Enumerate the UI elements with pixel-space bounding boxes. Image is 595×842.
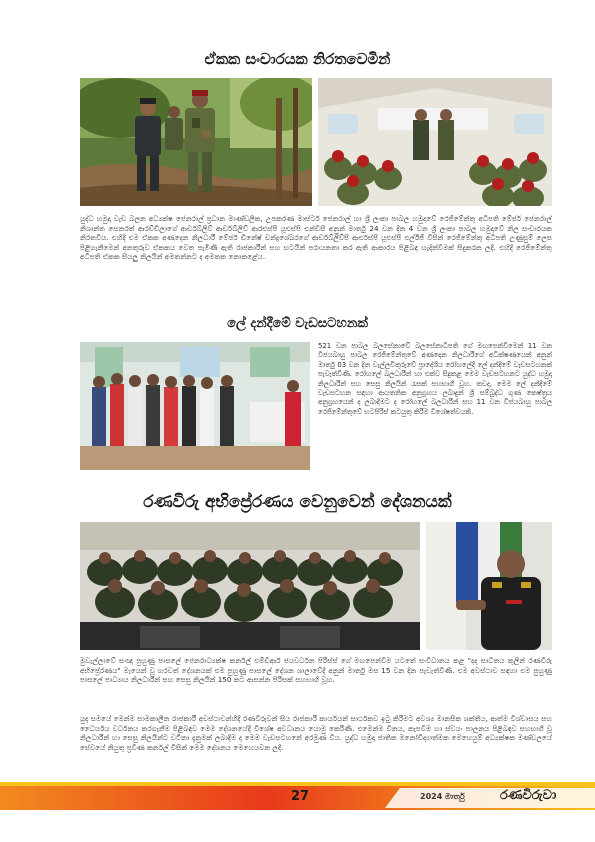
page-number: 27 [290,789,310,804]
page-footer [0,782,595,814]
section2-paragraph: 521 වන පාබල බලසේනාවේ බලසේනාධිපති ගේ මඟපෙන්වීමෙන් 11 වන විජයබාහු පාබල රෙජිමේන්තුවේ අණදෙන නිලධාරීගේ අධීක්ෂණයෙන් අනුන් මාර්තු 03 වන දින වැල්ලවිතුරුවේ ප්‍රාදේශීය රෝහලේදී ලේ දන්දීමේ වැඩසටහනක් පැවැත්විණි. රෝහලේ බලධාරීන් හා එක්ව සිදුකළ මෙම වැඩසටහනට යුද්ධ හමුදා නිලධාරීන් සහ සෙසු නිලයින් රැසක් සහභාගී වූහ. තවද, මෙම ලේ දන්දීමේ වැඩසටහන සඳහා ආයතනික අනුග්‍රහය ලබාදුන් ශ්‍රී සම්බුද්ධ ගුණ කෙෂ්ත්‍රය අනුග්‍රහයෙන් ද ලබාදීමට ද රෝහලේ බලධාරීන් සහ 11 වන විජයබාහු පාබල රෙජිමේන්තුවේ භටපිරිස් කටයුතු කිරීම විශේෂත්වයකි. [318,342,552,416]
photo-lecture-audience [80,522,420,650]
photo-forest-image [80,78,312,206]
photo-lecturer-speaking [426,522,552,650]
photo-lecture-audience-image [80,522,420,650]
photo-classroom-briefing [318,78,552,206]
section3-paragraph-1: මුවැල්ලාවේ සංඥා පුහුණු පාසලේ ජෙනරාධ්‍යක්ෂ කර්නල් එම්ඩීආර් ජයවර්ධන පිරිස්ස් ගේ මඟපෙන්වීම යටතේ සංවිධානය කළ "දද සාධිතය කුලින් රණවිරු අභිප්‍රේරණය" මැයෙන් වූ හරවත් දේශනයක් එම පුහුණු පාසලේ දේශන ශාලාවේදී අනුන් මාර්තු මස 15 වන දින පැවැත්විණි. එම අවස්ථාව සඳහා එම පුහුණු පාසලේ පාධ්‍යාය නිලධාරීන් සහ සෙසු නිලයින් 150 කට ආසන්න පිරිසක් සහභාගී වූහ. [80,656,552,685]
section3-paragraph-2: යුද සමයේ මෙන්ම සාමකාලීන රාජකාරී අවස්ථාවන්හිදී රණවිරුවන් සිය රාජකාරී කාර්යයන් සාර්ථකව ඉටු කිරීමට අවශ්‍ය මානසික ශක්තිය, ආත්ම විශ්වාසය සහ ධෛර්යය වර්ධනය කරගැනීම පිළිබඳව මෙම දේශනයේදී විශේෂ අවධානය යොමු කෙරිණි. එමෙන්ම විනය, කැපවීම හා ස්වයං පාලනය පිළිබඳව සහභාගී වූ නිලධාරීන් හා සෙසු නිලයින්ට වටිනා දැනුමක් ලබාදීම ද මෙම වැඩසටහනේ අරමුණ විය. යුද්ධ හමුදා ජාතික මනෝවිද්‍යාත්මක මෙහෙයුම් අධ්‍යක්ෂක මණ්ඩලයේ සේවයේ නියුතු ප්‍රවීණ කර්නල් විසින් මෙම දේශනය මෙහෙයවන ලදී. [80,714,552,752]
issue-date: 2024 මාර්තු [420,792,465,801]
magazine-name: රණවිරුවා [500,788,557,803]
section1-paragraph: යුද්ධ හමුදා වැඩ බලන අධ්‍යක්ෂ ජෙනරාල් ප්‍රධාන මාණ්ඩලික, උපකරණ මාස්ටර් ජෙනරාල් හා ශ්‍රී ලංකා පාබල හමුදාවේ රෙජිමේන්තු අධිපති මේජර් ජෙනරාල් නිශාන්ත සෙනරත් ආරච්චිලාගේ ආර්ඩබ්ලිව් ආර්ඩබ්ලිව් ආරඑස්පී යූඑස්පී එන්ඩීසී අනුන් මාර්තු 24 වන දින 4 වන ශ්‍රී ලංකා පාබල හමුදාවේ නිල සංචාරයක නිරතවිය. එහිදී එම ඒකක අණදෙන නිලධාරී මේජර් ඩිනේෂ් චන්ද්‍රශේඛරගේ ආර්ඩබ්ලිව්පී ආර්එස්පී යූඑස්පී එල්ඊජී විසින් රෙජිමේන්තු අධිපති උණුසුම් ලෙස පිළිගැනීමෙන් අනතුරුව ඒකකය වෙත පැමිණි ඇති රාජකාරීන් සහ භටයින් පරායනතා කර ඇති ආකාරය පිළිබඳ හැදින්වීමක් සිදුකරන ලදී. එහිදී රෙජිමේන්තු අධිපති ඒකක සියලු නිලයින් අමතන්නට ද අමතක නොකළේය. [80,214,552,262]
section-title-blood-donation: ලේ දන්දීමේ වැඩසටහනක් [227,316,368,331]
photo-officers-forest-visit [80,78,312,206]
photo-blood-donation [80,342,310,470]
section-title-unit-visit: ඒකක සංචාරයක නිරතවෙමින් [204,50,391,68]
section-title-soldier-motivation-lecture: රණවිරු අභිප්‍රේරණය වෙනුවෙන් දේශනයක් [143,492,452,512]
photo-lecturer-image [426,522,552,650]
photo-classroom-image [318,78,552,206]
photo-blood-donation-image [80,342,310,470]
